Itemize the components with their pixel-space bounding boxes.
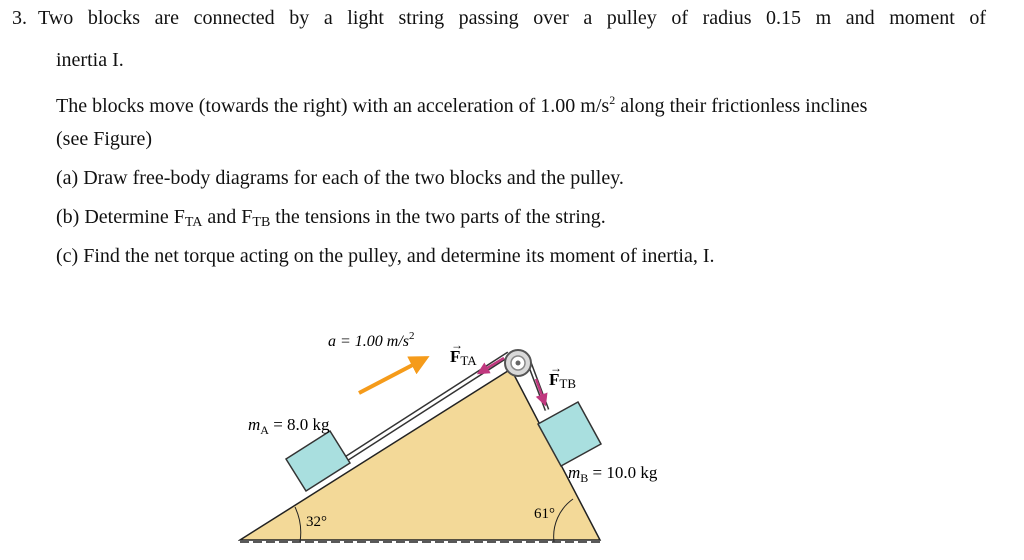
part-c: (c) Find the net torque acting on the pulley, and determine its moment of inertia, I. [56,245,715,267]
mass-a-label: $m_A = 8.0$ kg [248,415,330,437]
mass-b-label: $m_B = 10.0$ kg [568,463,658,485]
acceleration-arrow [359,358,426,393]
part-b-text-c: the tensions in the two parts of the string. [270,206,606,228]
angle-right-label: 61° [534,506,555,522]
tension-a-arrow [479,358,504,373]
line3-superscript: 2 [609,93,616,107]
problem-line-2: inertia I. [56,49,124,71]
part-b-text-b: and F [202,206,253,228]
vector-mark-b: → [550,361,562,375]
problem-number: 3. [12,7,27,29]
part-a: (a) Draw free-body diagrams for each of the two blocks and the pulley. [56,167,624,189]
line3-text-a: The blocks move (towards the right) with an acceleration of 1.00 m/s [56,95,610,117]
incline-pulley-figure [238,318,678,548]
acceleration-label: a = 1.00 $m/s^2$ [328,330,415,350]
problem-line-3 [56,88,867,118]
tension-b-label: FTB [549,370,577,391]
part-b-sub-ta: TA [184,215,203,230]
problem-line-1: Two blocks are connected by a light string passing over a pulley of radius 0.15 m and moment of [38,7,986,29]
pulley-axle [516,361,521,366]
vector-mark-a: → [451,338,463,352]
part-b-sub-tb: TB [252,215,271,230]
problem-line-4: (see Figure) [56,128,153,150]
part-b-text-a: (b) Determine F [56,206,185,228]
angle-left-label: 32° [306,514,327,530]
tension-a-label: FTA [450,347,477,368]
part-b [56,205,606,235]
line3-text-b: along their frictionless inclines [615,95,868,117]
tension-b-arrow [536,379,545,404]
